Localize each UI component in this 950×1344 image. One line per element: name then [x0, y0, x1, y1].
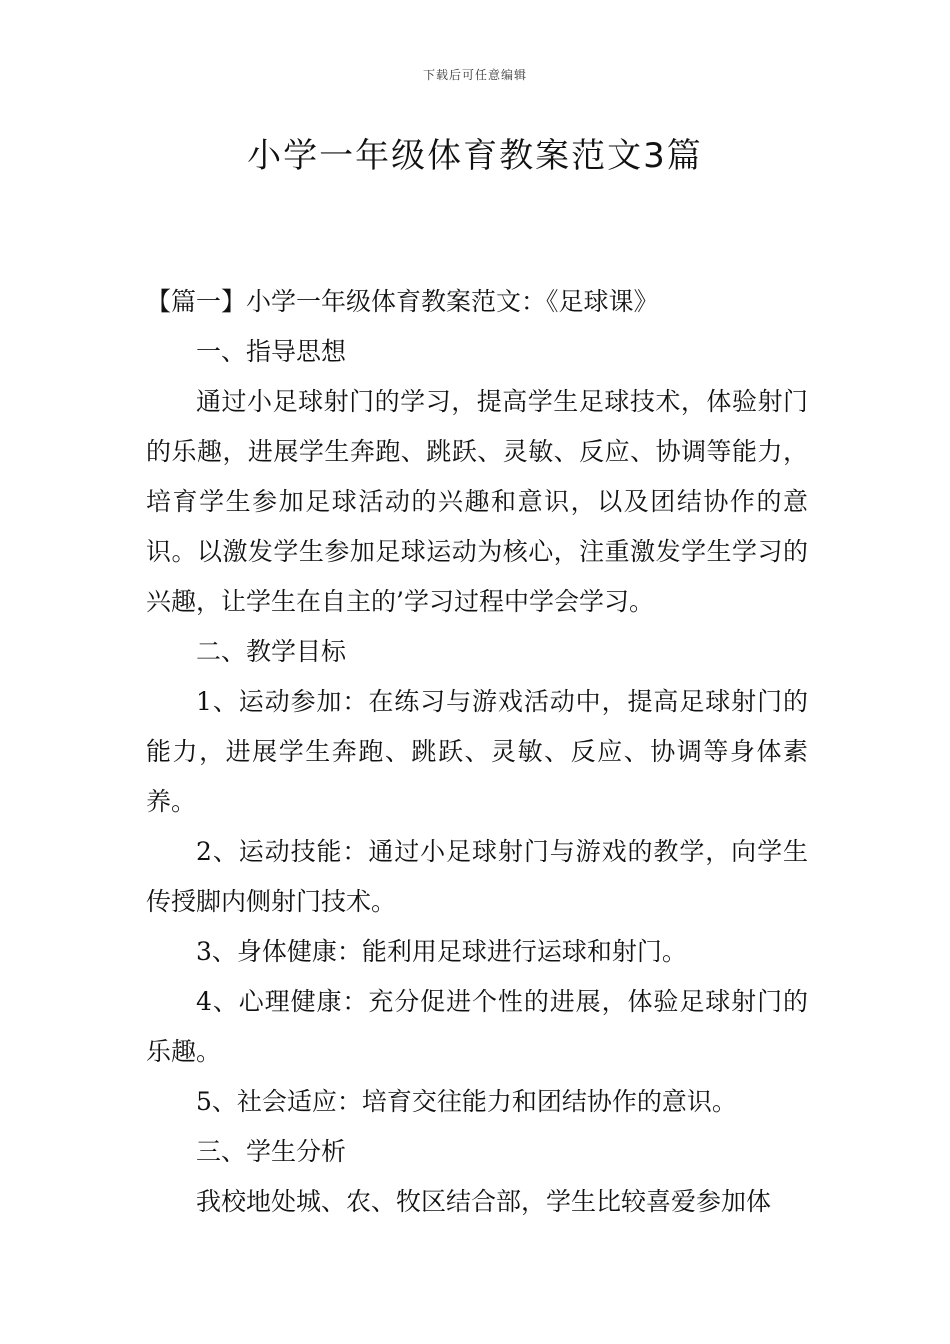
goal-item-2: 2、运动技能：通过小足球射门与游戏的教学，向学生传授脚内侧射门技术。 — [146, 837, 808, 916]
heading-student-analysis: 三、学生分析 — [196, 1137, 347, 1166]
section-heading-part-one: 【篇一】小学一年级体育教案范文：《足球课》 — [146, 287, 659, 316]
paragraph-guiding-thought: 通过小足球射门的学习，提高学生足球技术，体验射门的乐趣，进展学生奔跑、跳跃、灵敏、反应、协调等能力，培育学生参加足球活动的兴趣和意识，以及团结协作的意识。以激发学生参加足球运动为核心，注重激发学生学习的兴趣，让学生在自主的’学习过程中学会学习。 — [146, 387, 808, 616]
heading-teaching-goals: 二、教学目标 — [196, 637, 347, 666]
goal-item-3: 3、身体健康：能利用足球进行运球和射门。 — [196, 937, 687, 966]
goal-item-1: 1、运动参加：在练习与游戏活动中，提高足球射门的能力，进展学生奔跑、跳跃、灵敏、反应、协调等身体素养。 — [146, 687, 808, 816]
document-body — [146, 277, 808, 1227]
heading-guiding-thought: 一、指导思想 — [196, 337, 347, 366]
goal-item-4: 4、心理健康：充分促进个性的进展，体验足球射门的乐趣。 — [146, 987, 808, 1066]
goal-item-5: 5、社会适应：培育交往能力和团结协作的意识。 — [196, 1087, 737, 1116]
document-title: 小学一年级体育教案范文3篇 — [247, 136, 703, 176]
paragraph-student-analysis: 我校地处城、农、牧区结合部，学生比较喜爱参加体 — [196, 1187, 772, 1216]
header-note: 下载后可任意编辑 — [422, 68, 527, 82]
